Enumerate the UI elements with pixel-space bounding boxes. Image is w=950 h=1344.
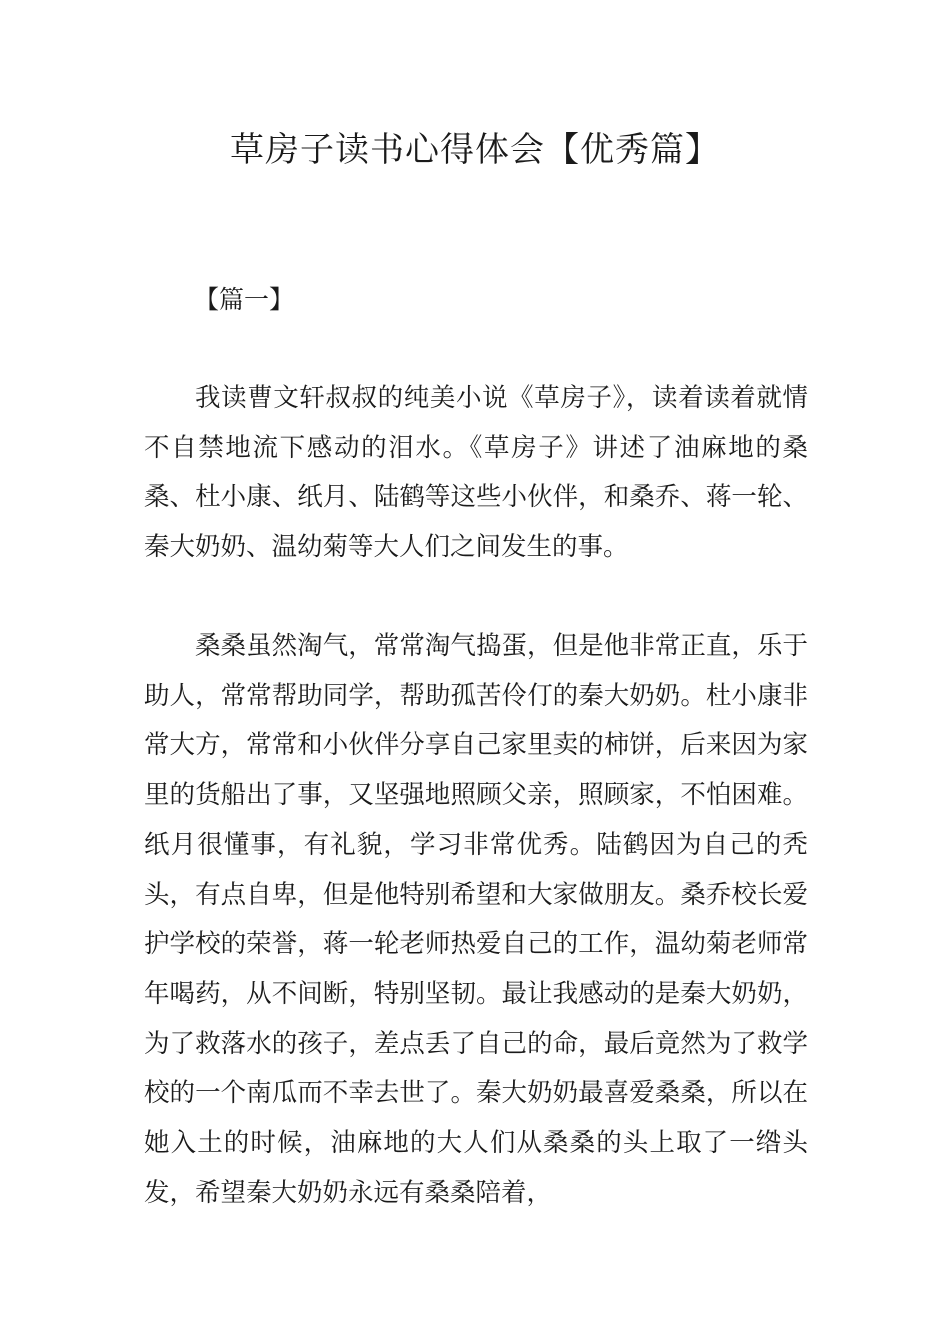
paragraph-1: 我读曹文轩叔叔的纯美小说《草房子》，读着读着就情不自禁地流下感动的泪水。《草房子》讲述了油麻地的桑桑、杜小康、纸月、陆鹤等这些小伙伴，和桑乔、蒋一轮、秦大奶奶、温幼菊等大人们之间发生的事。 [144,383,808,563]
section-heading: 【篇一】 [194,285,295,314]
paragraph-2: 桑桑虽然淘气，常常淘气捣蛋，但是他非常正直，乐于助人，常常帮助同学，帮助孤苦伶仃的秦大奶奶。杜小康非常大方，常常和小伙伴分享自己家里卖的柿饼，后来因为家里的货船出了事，又坚强地照顾父亲，照顾家，不怕困难。纸月很懂事，有礼貌，学习非常优秀。陆鹤因为自己的秃头，有点自卑，但是他特别希望和大家做朋友。桑乔校长爱护学校的荣誉，蒋一轮老师热爱自己的工作，温幼菊老师常年喝药，从不间断，特别坚韧。最让我感动的是秦大奶奶，为了救落水的孩子，差点丢了自己的命，最后竟然为了救学校的一个南瓜而不幸去世了。秦大奶奶最喜爱桑桑，所以在她入土的时候，油麻地的大人们从桑桑的头上取了一绺头发，希望秦大奶奶永远有桑桑陪着， [144,631,808,1208]
document-title: 草房子读书心得体会【优秀篇】 [230,130,720,170]
